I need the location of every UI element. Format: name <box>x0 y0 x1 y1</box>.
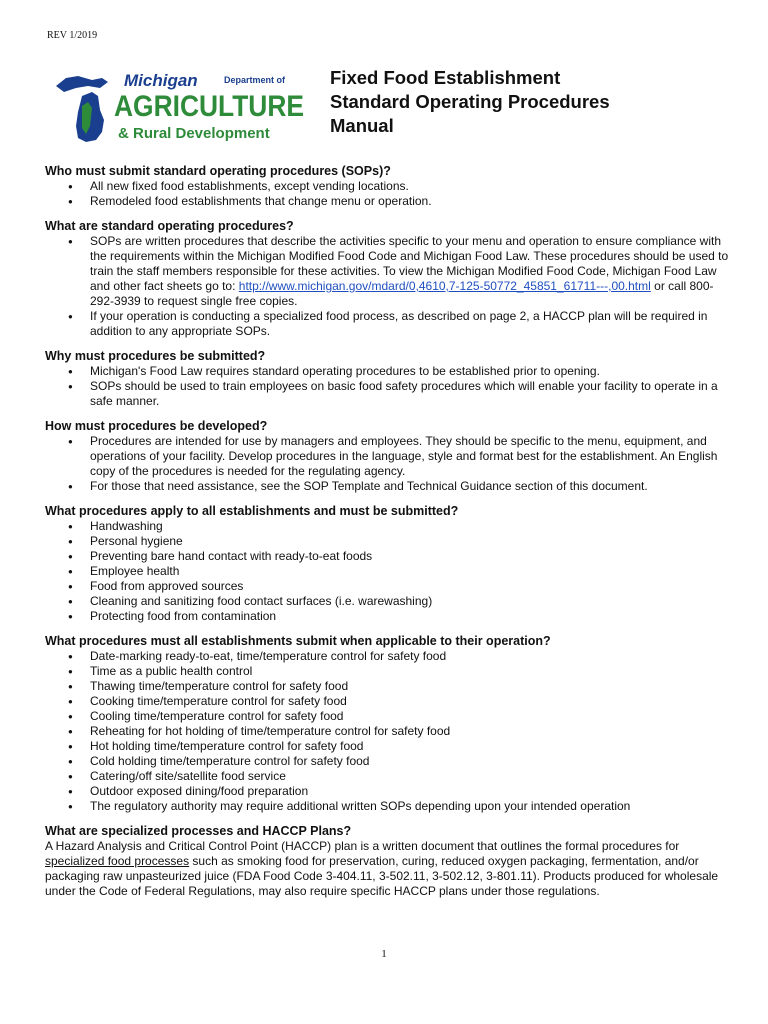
section-how-developed <box>45 418 730 494</box>
section-heading: What are specialized processes and HACCP Plans? <box>45 824 352 838</box>
list-item: ● Procedures are intended for use by managers and employees. They should be specific to the menu, equipment, and operations of your facility. Develop procedures in the language, style and format best for the establishment. An English copy of the procedures is needed for the regulating agency. <box>45 434 730 479</box>
section-heading: How must procedures be developed? <box>45 419 268 433</box>
list-item: ● Date-marking ready-to-eat, time/temperature control for safety food <box>45 649 730 664</box>
page-number: 1 <box>381 948 387 960</box>
section-heading: Who must submit standard operating procedures (SOPs)? <box>45 164 391 178</box>
list-item: ● Protecting food from contamination <box>45 609 730 624</box>
svg-text:& Rural Development: & Rural Development <box>118 125 270 142</box>
svg-text:Michigan: Michigan <box>124 71 198 90</box>
list-item: ● All new fixed food establishments, except vending locations. <box>45 179 730 194</box>
mdard-link[interactable]: http://www.michigan.gov/mdard/0,4610,7-125-50772_45851_61711---,00.html <box>238 279 651 293</box>
list-item: ● If your operation is conducting a specialized food process, as described on page 2, a HACCP plan will be required in addition to any appropriate SOPs. <box>45 309 730 339</box>
list-item: ● SOPs should be used to train employees on basic food safety procedures which will enable your facility to operate in a safe manner. <box>45 379 730 409</box>
list-item: ● Cooling time/temperature control for safety food <box>45 709 730 724</box>
bullet-list <box>45 179 730 209</box>
paragraph-text: A Hazard Analysis and Critical Control Point (HACCP) plan is a written document that outlines the formal procedures for <box>45 839 680 853</box>
section-heading: What procedures apply to all establishments and must be submitted? <box>45 504 459 518</box>
list-item: ● Thawing time/temperature control for safety food <box>45 679 730 694</box>
list-item: ● Michigan's Food Law requires standard operating procedures to be established prior to opening. <box>45 364 730 379</box>
list-item: ● Food from approved sources <box>45 579 730 594</box>
mdard-logo <box>52 66 312 146</box>
list-item: ● Reheating for hot holding of time/temperature control for safety food <box>45 724 730 739</box>
document-title <box>330 66 610 138</box>
svg-text:AGRICULTURE: AGRICULTURE <box>114 90 304 123</box>
paragraph-text: such as smoking food for preservation, curing, reduced oxygen packaging, fermentation, and/or packaging raw unpasteurized juice (FDA Food Code 3-404.11, 3-502.11, 3-502.12, 3-801.11). Products produced for wholesale under the Code of Federal Regulations, may also require specific HACCP plans under those regulations. <box>45 854 719 898</box>
michigan-state-icon <box>56 76 108 142</box>
bullet-list <box>45 649 730 814</box>
list-item: ● Employee health <box>45 564 730 579</box>
section-heading: What are standard operating procedures? <box>45 219 294 233</box>
svg-text:Department of: Department of <box>224 75 286 85</box>
section-all-establishments <box>45 503 730 624</box>
section-heading: What procedures must all establishments submit when applicable to their operation? <box>45 634 551 648</box>
bullet-list <box>45 234 730 339</box>
list-item-text: SOPs are written procedures that describe the activities specific to your menu and operation to ensure compliance with the requirements within the Michigan Modified Food Code and Michigan Food Law. These procedures should be used to train the staff members responsible for these activities. To view the Michigan Modified Food Code, Michigan Food Law and other fact sheets go to: <box>90 234 729 293</box>
bullet-list <box>45 519 730 624</box>
list-item: ● For those that need assistance, see the SOP Template and Technical Guidance section of this document. <box>45 479 730 494</box>
revision-label: REV 1/2019 <box>47 30 98 41</box>
list-item: ● Catering/off site/satellite food service <box>45 769 730 784</box>
section-haccp <box>45 823 730 899</box>
title-line-2: Standard Operating Procedures <box>330 91 610 112</box>
section-what-are-sops <box>45 218 730 339</box>
list-item: ● Personal hygiene <box>45 534 730 549</box>
specialized-processes-term: specialized food processes <box>45 854 190 868</box>
section-heading: Why must procedures be submitted? <box>45 349 266 363</box>
list-item: ● Outdoor exposed dining/food preparation <box>45 784 730 799</box>
list-item: ● The regulatory authority may require additional written SOPs depending upon your intended operation <box>45 799 730 814</box>
list-item: ● Time as a public health control <box>45 664 730 679</box>
bullet-list <box>45 434 730 494</box>
list-item: ● Preventing bare hand contact with ready-to-eat foods <box>45 549 730 564</box>
section-when-applicable <box>45 633 730 814</box>
section-who-must-submit <box>45 163 730 209</box>
list-item: ● Hot holding time/temperature control for safety food <box>45 739 730 754</box>
title-line-1: Fixed Food Establishment <box>330 67 561 88</box>
list-item <box>45 234 730 309</box>
list-item: ● Cooking time/temperature control for safety food <box>45 694 730 709</box>
list-item-text: or call 800-292-3939 to request single free copies. <box>90 279 714 308</box>
list-item: ● Remodeled food establishments that change menu or operation. <box>45 194 730 209</box>
haccp-paragraph <box>45 839 730 899</box>
bullet-list <box>45 364 730 409</box>
title-line-3: Manual <box>330 115 394 136</box>
list-item: ● Handwashing <box>45 519 730 534</box>
section-why-submitted <box>45 348 730 409</box>
list-item: ● Cold holding time/temperature control for safety food <box>45 754 730 769</box>
list-item: ● Cleaning and sanitizing food contact surfaces (i.e. warewashing) <box>45 594 730 609</box>
document-body <box>45 163 730 908</box>
